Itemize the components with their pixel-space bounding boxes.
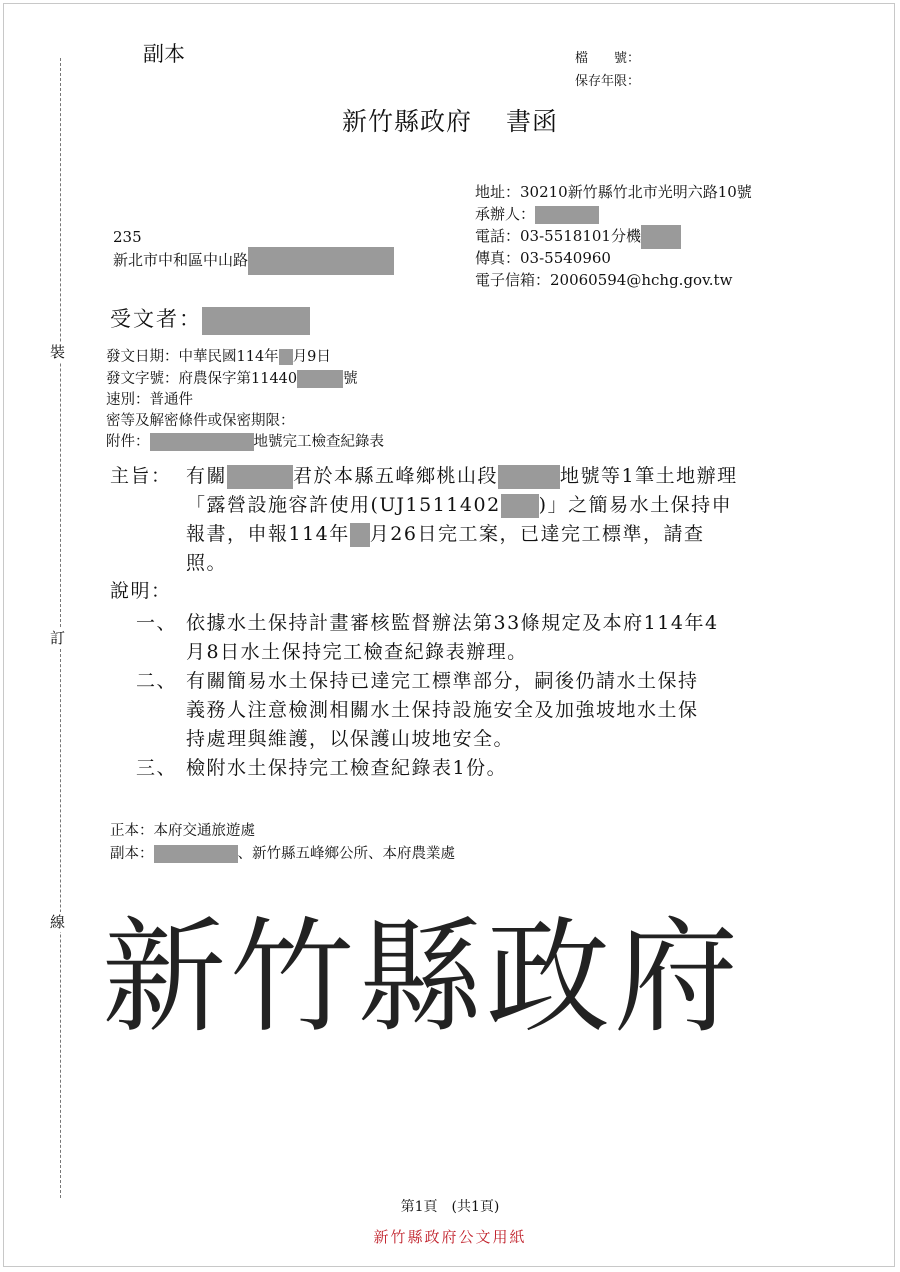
item-2-line-1: 有關簡易水土保持已達完工標準部分，嗣後仍請水土保持 [186,670,699,692]
item-2-line-2: 義務人注意檢測相關水土保持設施安全及加強坡地水土保 [186,699,699,721]
item-number-1: 一、 [136,612,178,634]
retention-label: 保存年限： [575,74,641,89]
redaction-box [641,225,681,249]
file-number-label: 檔 號： [575,51,641,66]
item-number-2: 二、 [136,670,178,692]
official-paper-label: 新竹縣政府公文用紙 [373,1228,527,1246]
binding-mark-zhuang: 裝 [50,343,66,361]
redaction-box [535,206,599,224]
secrecy-level: 密等及解密條件或保密期限： [106,413,295,429]
delivery-speed: 速別：普通件 [106,392,193,408]
item-1-line-1: 依據水土保持計畫審核監督辦法第33條規定及本府114年4 [186,612,719,634]
item-1-line-2: 月8日水土保持完工檢查紀錄表辦理。 [186,641,528,663]
sender-phone: 電話：03-5518101分機 [475,225,681,249]
redaction-box [150,433,254,451]
title-doc-type: 書函 [506,107,559,136]
binding-mark-xian: 線 [50,913,66,931]
page-border [3,3,895,1267]
recipient-street: 新北市中和區中山路 [113,247,394,275]
redaction-box [297,370,343,388]
recipient: 受文者： [110,303,310,335]
subject-line-4: 照。 [186,552,228,574]
postal-code: 235 [113,228,142,246]
issue-date: 發文日期：中華民國114年 月9日 [106,349,331,365]
subject-line-1: 有關 君於本縣五峰鄉桃山段 地號等1筆土地辦理 [186,465,738,487]
redaction-box [279,349,293,365]
redaction-box [202,307,310,335]
subject-label: 主旨： [110,465,172,487]
original-recipient: 正本：本府交通旅遊處 [110,823,255,839]
explanation-label: 說明： [110,580,172,602]
item-2-line-3: 持處理與維護，以保護山坡地安全。 [186,728,515,750]
redaction-box [498,465,560,489]
redaction-box [501,494,539,518]
reference-number: 發文字號：府農保字第11440 號 [106,371,358,387]
redaction-box [227,465,293,489]
sender-address: 地址：30210新竹縣竹北市光明六路10號 [475,183,752,201]
item-number-3: 三、 [136,757,178,779]
attachment: 附件： 地號完工檢查紀錄表 [106,434,384,450]
subject-line-3: 報書，申報114年 月26日完工案，已達完工標準，請查 [186,523,705,545]
copy-mark: 副本 [143,42,185,66]
sender-contact: 承辦人： [475,203,599,224]
title-org: 新竹縣政府 [341,107,472,136]
item-3-line-1: 檢附水土保持完工檢查紀錄表1份。 [186,757,508,779]
page-number: 第1頁 (共1頁) [400,1199,500,1215]
binding-mark-ding: 訂 [50,629,66,647]
redaction-box [350,523,370,547]
redaction-box [154,845,238,863]
agency-stamp-text: 新竹縣政府 [102,906,743,1050]
page-title [0,102,900,138]
sender-email: 電子信箱：20060594@hchg.gov.tw [475,271,733,289]
subject-line-2: 「露營設施容許使用(UJ1511402 )」之簡易水土保持申 [186,494,733,516]
sender-fax: 傳真：03-5540960 [475,249,611,267]
copy-recipients: 副本： 、新竹縣五峰鄉公所、本府農業處 [110,846,455,862]
redaction-box [248,247,394,275]
